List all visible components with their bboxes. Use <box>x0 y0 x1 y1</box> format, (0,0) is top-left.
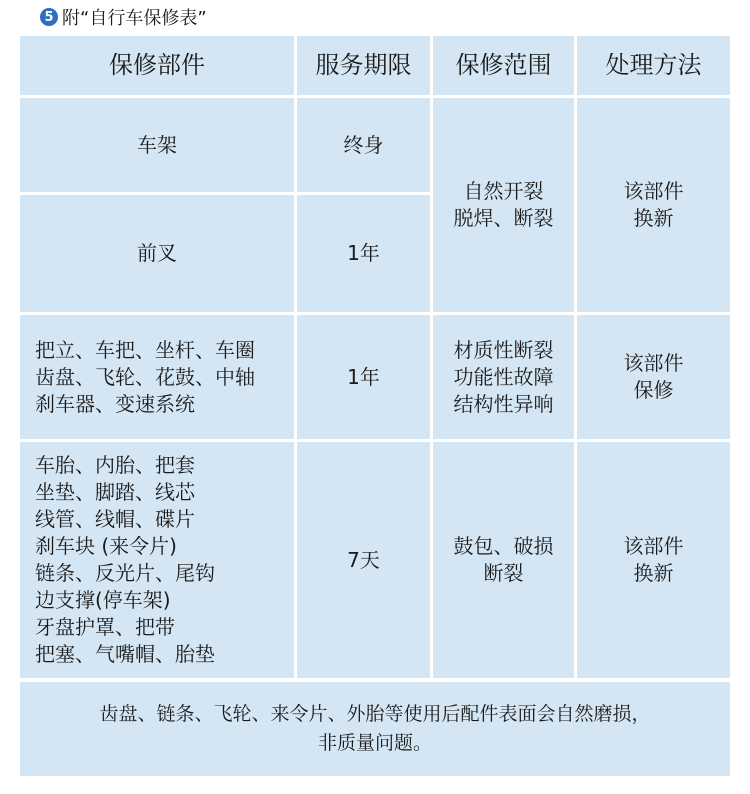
period-cell-fork: 1年 <box>297 195 430 312</box>
footnote-cell <box>20 682 730 776</box>
part-cell-fork <box>20 195 294 312</box>
method-cell-frame-fork <box>577 98 730 312</box>
part-text: 车架 <box>137 132 177 157</box>
section-title: 附“自行车保修表” <box>62 8 207 29</box>
method-cell-wear-parts <box>577 442 730 678</box>
section-header <box>40 4 207 30</box>
part-line: 把立、车把、坐杆、车圈 <box>35 337 255 362</box>
period-cell-components: 1年 <box>297 315 430 439</box>
scope-line: 断裂 <box>483 561 524 585</box>
scope-cell-components <box>433 315 574 439</box>
period-cell-frame: 终身 <box>297 98 430 192</box>
method-line: 该部件 <box>623 534 684 558</box>
part-line: 牙盘护罩、把带 <box>35 615 175 639</box>
method-line: 换新 <box>633 206 674 230</box>
scope-line: 脱焊、断裂 <box>453 206 554 230</box>
scope-line: 结构性异响 <box>453 391 554 416</box>
method-line: 该部件 <box>623 179 684 203</box>
method-cell-components <box>577 315 730 439</box>
section-number-badge: 5 <box>40 8 58 26</box>
column-header-period: 服务期限 <box>297 36 430 95</box>
part-cell-components <box>20 315 294 439</box>
method-line: 该部件 <box>623 351 684 375</box>
scope-line: 功能性故障 <box>453 364 554 389</box>
scope-cell-wear-parts <box>433 442 574 678</box>
part-line: 线管、线帽、碟片 <box>35 507 195 531</box>
part-line: 车胎、内胎、把套 <box>35 453 195 477</box>
method-line: 换新 <box>633 561 674 585</box>
scope-line: 自然开裂 <box>463 179 544 203</box>
part-line: 坐垫、脚踏、线芯 <box>35 480 195 504</box>
scope-cell-frame-fork <box>433 98 574 312</box>
column-header-method: 处理方法 <box>577 36 730 95</box>
column-header-scope: 保修范围 <box>433 36 574 95</box>
footnote-line: 非质量问题。 <box>317 732 432 754</box>
part-line: 链条、反光片、尾钩 <box>35 561 215 585</box>
part-line: 把塞、气嘴帽、胎垫 <box>35 642 215 666</box>
part-cell-frame <box>20 98 294 192</box>
part-cell-wear-parts <box>20 442 294 678</box>
part-line: 刹车器、变速系统 <box>35 391 195 416</box>
footnote-line: 齿盘、链条、飞轮、来令片、外胎等使用后配件表面会自然磨损， <box>99 703 651 725</box>
method-line: 保修 <box>633 378 674 402</box>
part-text: 前叉 <box>137 241 177 265</box>
column-header-parts: 保修部件 <box>20 36 294 95</box>
part-line: 刹车块 (来令片) <box>35 534 177 558</box>
scope-line: 材质性断裂 <box>453 337 554 362</box>
part-line: 边支撑(停车架) <box>35 588 171 612</box>
part-line: 齿盘、飞轮、花鼓、中轴 <box>35 364 255 389</box>
scope-line: 鼓包、破损 <box>453 534 554 558</box>
period-cell-wear-parts: 7天 <box>297 442 430 678</box>
